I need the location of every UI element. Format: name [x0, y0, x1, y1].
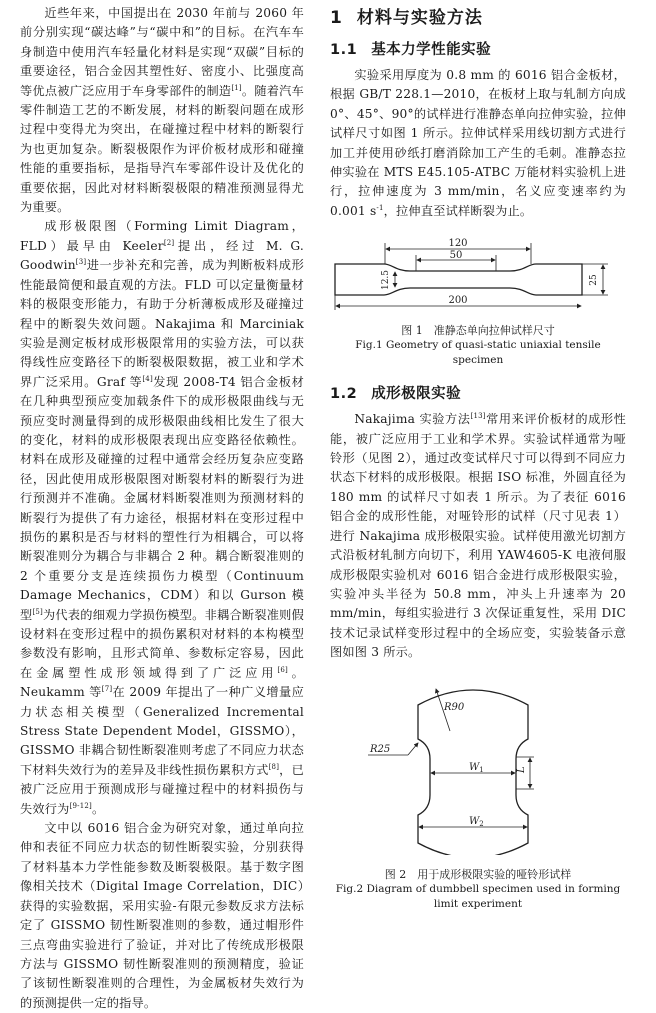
dim-label-50: 50 [449, 250, 463, 262]
figure-2-caption-en-line-2: limit experiment [433, 897, 523, 910]
unit-exponent: -1 [376, 203, 384, 212]
forming-limit-paragraph: Nakajima 实验方法[13]常用来评价板材的成形性能，被广泛应用于工业和学术界。实验试样通常为哑铃形（见图 2），通过改变试样尺寸可以得到不同应力状态下材料的成形极限。根据 ISO 标准，外圆直径为 180 mm 的试样尺寸如表 1 所示。为了表征 6016 铝合金的成形性能，对哑铃形的试样（尺寸见表 1）进行 Nakajima 成形极限实验。试样使用激光切割方式沿板材轧制方向切下，利用 YAW4605-K 电液伺服成形极限实验机对 6016 铝合金进行成形极限实验，实验冲头半径为 50.8 mm，冲头上升速率为 20 mm/min，每组实验进行 3 次保证重复性，采用 DIC 技术记录试样变形过程中的全场应变，实验装备示意图如图 3 所示。 [330, 412, 626, 660]
svg-text:W1 [469, 762, 484, 774]
dim-label-120: 120 [448, 238, 468, 250]
subsection-heading-1-2 [330, 382, 626, 406]
tensile-test-paragraph: 实验采用厚度为 0.8 mm 的 6016 铝合金板材，根据 GB/T 228.1—2010，在板材上取与轧制方向成 0°、45°、90°的试样进行准静态单向拉伸实验，拉伸试样尺寸如图 1 所示。拉伸试样采用线切割方式进行加工并使用砂纸打磨消除加工产生的毛刺。准静态拉伸实验在 MTS E45.105-ATBC 万能材料实验机上进行，拉伸速度为 3 mm/min，名义应变速率约为 0.001 $s^{-1}$，拉伸直至试样断裂为止。 [330, 68, 626, 218]
section-heading [330, 4, 626, 32]
dim-label-200: 200 [448, 295, 468, 307]
label-w2: W [469, 815, 480, 827]
label-r90: R90 [444, 701, 465, 713]
specimen-outline [335, 264, 582, 295]
citation-8[interactable]: [8] [268, 762, 280, 771]
citation-9-12[interactable]: [9-12] [69, 801, 92, 810]
citation-5[interactable]: [5] [32, 607, 43, 616]
subsection-title: 成形极限实验 [371, 386, 462, 403]
intro-paragraph-1: 近些年来，中国提出在 2030 年前与 2060 年前分别实现“碳达峰”与“碳中和”的目标。在汽车车身制造中使用汽车轻量化材料是实现“双碳”目标的重要途径，铝合金因其塑性好、密度小、比强度高等优点被广泛应用于车身零部件的制造[1]。随着汽车零件制造工艺的不断发展，材料的断裂问题在成形过程中变得尤为突出，在碰撞过程中材料的断裂行为也更加复杂。断裂极限作为评价板材成形和碰撞性能的重要指标，是指导汽车零部件设计及优化的重要依据，因此对材料断裂极限的精准预测显得尤为重要。 [20, 6, 304, 215]
dumbbell-specimen-diagram [330, 677, 626, 855]
figure-1-caption-zh: 图 1 准静态单向拉伸试样尺寸 [401, 324, 555, 338]
svg-text:W2 [469, 816, 484, 828]
subsection-heading-1-1 [330, 38, 626, 62]
left-column [20, 4, 304, 1013]
label-w2-sub: 2 [479, 819, 484, 828]
citation-3[interactable]: [3] [75, 258, 87, 267]
figure-2-caption-zh: 图 2 用于成形极限实验的哑铃形试样 [384, 867, 572, 881]
subsection-title: 基本力学性能实验 [371, 42, 492, 58]
label-w1: W [469, 761, 480, 773]
subsection-number: 1.1 [330, 42, 358, 58]
intro-paragraph-3: 文中以 6016 铝合金为研究对象，通过单向拉伸和表征不同应力状态的韧性断裂实验，分别获得了材料基本力学性能参数及断裂极限。基于数字图像相关技术（Digital Image Correlation，DIC）获得的实验数据，采用实验-有限元参数反求方法标定了 GISSMO 韧性断裂准则的参数，通过帽形件三点弯曲实验进行了验证，并对比了传统成形极限方法与 GISSMO 韧性断裂准则的预测精度，验证了该韧性断裂准则的合理性，为金属板材失效行为的预测提供一定的指导。 [20, 821, 304, 1010]
figure-1 [330, 235, 626, 368]
citation-7[interactable]: [7] [101, 685, 113, 694]
section-number: 1 [330, 8, 343, 28]
label-w1-sub: 1 [479, 765, 484, 774]
section-title: 材料与实验方法 [356, 8, 483, 28]
figure-1-caption-en: Fig.1 Geometry of quasi-static uniaxial tensile specimen [355, 339, 601, 367]
citation-6[interactable]: [6] [277, 665, 288, 674]
label-l: L [516, 765, 527, 773]
intro-paragraph-2: 成形极限图（Forming Limit Diagram，FLD）最早由 Keeler[2]提出，经过 M. G. Goodwin[3]进一步补充和完善，成为判断板料成形性能最简便和最直观的方法。FLD 可以定量衡量材料的极限变形能力，有助于分析薄板成形及碰撞过程中的断裂失效问题。Nakajima 和 Marciniak 实验是测定板材成形极限常用的实验方法，可以获得线性应变路径下的断裂极限数据，被工业和学术界广泛采用。Graf 等[4]发现 2008-T4 铝合金板材在几种典型预应变加载条件下的成形极限曲线与无预应变时测量得到的成形极限曲线相比发生了很大的变化，材料的成形极限表现出应变路径依赖性。材料在成形及碰撞的过程中通常会经历复杂应变路径，因此使用成形极限图对断裂材料的断裂行为进行预测并不准确。金属材料断裂准则为预测材料的断裂行为提供了有力途径，根据材料在变形过程中损伤的累积是否与材料的塑性行为相耦合，可以将断裂准则分为耦合与非耦合 2 种。耦合断裂准则的 2 个重要分支是连续损伤力模型（Continuum Damage Mechanics，CDM）和以 Gurson 模型[5]为代表的细观力学损伤模型。非耦合断裂准则假设材料在变形过程中的损伤累积对材料的本构模型参数没有影响，且形式简单、参数标定容易，因此在金属塑性成形领域得到了广泛应用[6]。Neukamm 等[7]在 2009 年提出了一种广义增量应力状态相关模型（Generalized Incremental Stress State Dependent Model，GISSMO），GISSMO 非耦合韧性断裂准则考虑了不同应力状态下材料失效行为的差异及非线性损伤累积方式[8]，已被广泛应用于预测成形与碰撞过程中的材料损伤与失效行为[9-12]。 [20, 219, 305, 816]
citation-2[interactable]: [2] [163, 238, 175, 247]
figure-2 [330, 677, 626, 912]
right-column [330, 4, 626, 912]
dim-label-25: 25 [589, 274, 599, 286]
citation-4[interactable]: [4] [142, 374, 153, 383]
tensile-specimen-diagram [330, 235, 626, 317]
dim-label-12-5: 12.5 [381, 270, 391, 291]
citation-1[interactable]: [1] [231, 83, 242, 92]
citation-13[interactable]: [13] [470, 412, 486, 421]
figure-2-caption-en-line-1: Fig.2 Diagram of dumbbell specimen used in forming [335, 882, 621, 895]
subsection-number: 1.2 [330, 386, 358, 403]
label-r25: R25 [370, 743, 391, 755]
